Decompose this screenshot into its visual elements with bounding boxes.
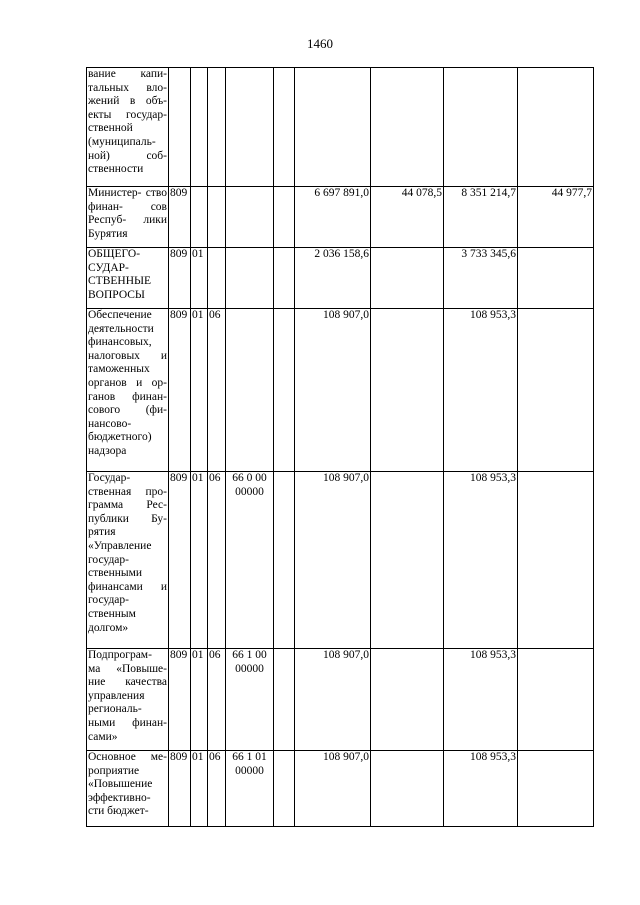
row-amount-4	[518, 751, 594, 827]
table-row	[87, 248, 594, 309]
table-row	[87, 309, 594, 472]
row-amount-1: 108 907,0	[295, 751, 371, 827]
row-amount-3: 108 953,3	[444, 649, 518, 751]
row-amount-4	[518, 309, 594, 472]
row-section	[191, 187, 208, 248]
row-amount-3	[444, 68, 518, 187]
row-section: 01	[191, 309, 208, 472]
row-expense-type	[274, 248, 295, 309]
row-code: 809	[169, 751, 191, 827]
row-target-article	[226, 68, 274, 187]
row-amount-2	[371, 751, 444, 827]
row-amount-2	[371, 68, 444, 187]
row-code: 809	[169, 187, 191, 248]
row-amount-2	[371, 649, 444, 751]
row-section: 01	[191, 649, 208, 751]
row-amount-1: 108 907,0	[295, 649, 371, 751]
row-amount-1	[295, 68, 371, 187]
row-code: 809	[169, 472, 191, 649]
row-amount-3: 108 953,3	[444, 751, 518, 827]
table-row	[87, 472, 594, 649]
row-expense-type	[274, 68, 295, 187]
row-amount-4	[518, 248, 594, 309]
row-code: 809	[169, 649, 191, 751]
row-code: 809	[169, 309, 191, 472]
row-amount-4	[518, 472, 594, 649]
row-section: 01	[191, 472, 208, 649]
row-expense-type	[274, 309, 295, 472]
row-amount-1: 6 697 891,0	[295, 187, 371, 248]
row-amount-3: 108 953,3	[444, 472, 518, 649]
row-subsection	[208, 68, 226, 187]
row-target-article: 66 1 01 00000	[226, 751, 274, 827]
row-name: ОБЩЕГО- СУДАР- СТВЕННЫЕ ВОПРОСЫ	[87, 248, 169, 309]
row-name: Обеспечение деятельности финансовых, налоговых и таможенных органов и ор- ганов финан- сового (фи- нансово- бюджетного) надзора	[87, 309, 169, 472]
table-row	[87, 187, 594, 248]
row-name: вание капи- тальных вло- жений в объ- екты государ- ственной (муниципаль- ной) соб- ственности	[87, 68, 169, 187]
row-amount-4	[518, 649, 594, 751]
row-subsection: 06	[208, 751, 226, 827]
row-subsection	[208, 248, 226, 309]
row-target-article	[226, 248, 274, 309]
row-amount-1: 108 907,0	[295, 472, 371, 649]
row-name: Подпрограм- ма «Повыше- ние качества управления региональ- ными финан- сами»	[87, 649, 169, 751]
row-amount-4: 44 977,7	[518, 187, 594, 248]
row-amount-3: 3 733 345,6	[444, 248, 518, 309]
row-target-article	[226, 309, 274, 472]
row-name: Основное ме- роприятие «Повышение эффективно- сти бюджет-	[87, 751, 169, 827]
row-amount-2	[371, 472, 444, 649]
budget-table	[86, 67, 594, 827]
row-subsection: 06	[208, 649, 226, 751]
row-amount-3: 108 953,3	[444, 309, 518, 472]
table-row	[87, 751, 594, 827]
table-row	[87, 649, 594, 751]
row-expense-type	[274, 187, 295, 248]
row-amount-2: 44 078,5	[371, 187, 444, 248]
row-subsection	[208, 187, 226, 248]
row-subsection: 06	[208, 472, 226, 649]
row-amount-2	[371, 309, 444, 472]
row-target-article: 66 1 00 00000	[226, 649, 274, 751]
table-row	[87, 68, 594, 187]
row-expense-type	[274, 472, 295, 649]
row-amount-4	[518, 68, 594, 187]
row-target-article: 66 0 00 00000	[226, 472, 274, 649]
row-name: Государ- ственная про- грамма Рес- публики Бу- рятия «Управление государ- ственными финансами и государ- ственным долгом»	[87, 472, 169, 649]
row-section: 01	[191, 248, 208, 309]
row-name: Министер- ство финан- сов Респуб- лики Бурятия	[87, 187, 169, 248]
row-amount-1: 108 907,0	[295, 309, 371, 472]
page-number: 1460	[307, 36, 333, 51]
row-subsection: 06	[208, 309, 226, 472]
row-expense-type	[274, 649, 295, 751]
row-code	[169, 68, 191, 187]
row-amount-1: 2 036 158,6	[295, 248, 371, 309]
row-section: 01	[191, 751, 208, 827]
row-code: 809	[169, 248, 191, 309]
row-target-article	[226, 187, 274, 248]
row-expense-type	[274, 751, 295, 827]
row-amount-3: 8 351 214,7	[444, 187, 518, 248]
row-section	[191, 68, 208, 187]
row-amount-2	[371, 248, 444, 309]
